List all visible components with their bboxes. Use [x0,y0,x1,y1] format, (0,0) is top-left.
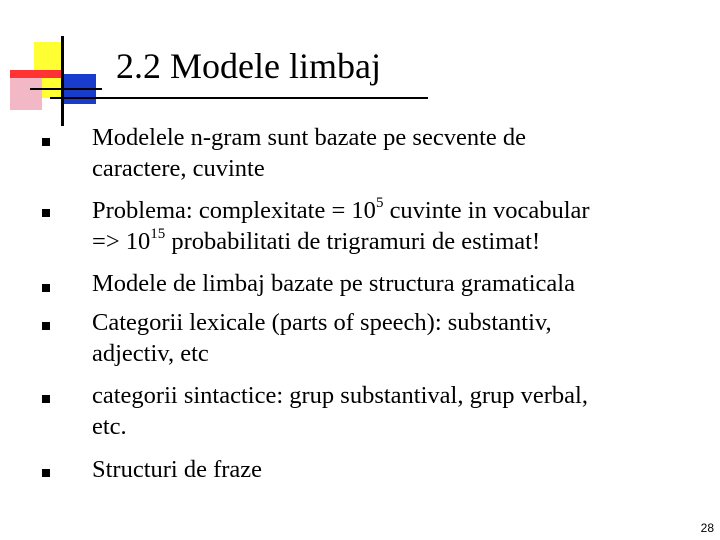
bullet-line [92,195,682,226]
superscript: 5 [375,194,384,211]
superscript: 15 [150,225,166,242]
title-underline [50,97,428,99]
logo-vertical-line [61,36,64,126]
bullet-text [92,454,682,485]
logo-red-bar [10,70,64,78]
bullet-line [92,226,682,257]
page-number: 28 [700,521,714,535]
slide-title: 2.2 Modele limbaj [116,46,381,86]
bullet-text [92,268,682,299]
logo-horizontal-line [30,88,102,90]
square-bullet-icon [42,322,50,330]
square-bullet-icon [42,209,50,217]
bullet-line: categorii sintactice: grup substantival, grup verbal, [92,382,588,409]
text-run: cuvinte in vocabular [383,197,590,224]
bullet-text [92,307,682,369]
bullet-line: etc. [92,413,127,440]
square-bullet-icon [42,469,50,477]
bullet-text [92,380,682,442]
bullet-line: adjectiv, etc [92,340,209,367]
bullet-line: Modelele n-gram sunt bazate pe secvente de [92,124,527,151]
square-bullet-icon [42,284,50,292]
bullet-line: caractere, cuvinte [92,155,265,182]
bullet-text [92,122,682,184]
bullet-line: Modele de limbaj bazate pe structura gramaticala [92,270,575,297]
bullet-line: Categorii lexicale (parts of speech): substantiv, [92,309,552,336]
bullet-text [92,195,682,257]
text-run: => 10 [92,228,151,255]
bullet-line: Structuri de fraze [92,456,263,483]
text-run: probabilitati de trigramuri de estimat! [165,228,541,255]
text-run: Problema: complexitate = 10 [92,197,376,224]
decorative-logo [0,0,120,130]
square-bullet-icon [42,395,50,403]
square-bullet-icon [42,138,50,146]
